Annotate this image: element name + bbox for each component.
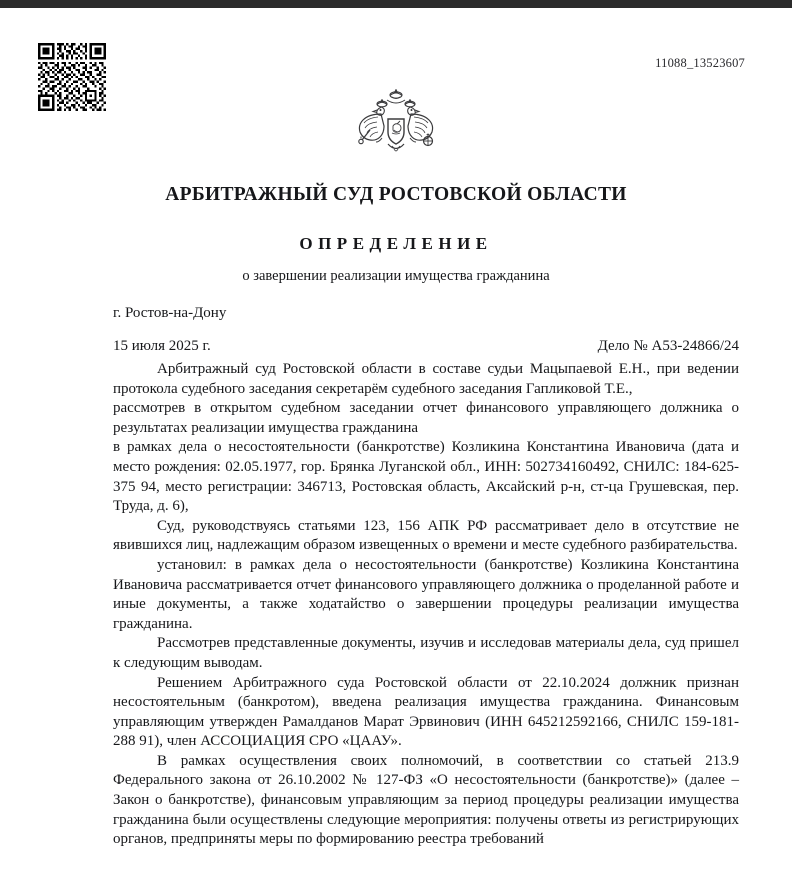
document-page bbox=[0, 8, 792, 885]
document-type-heading: ОПРЕДЕЛЕНИЕ bbox=[299, 234, 493, 253]
document-meta bbox=[113, 303, 739, 356]
paragraph-composition: Арбитражный суд Ростовской области в составе судьи Мацыпаевой Е.Н., при ведении протокола судебного заседания секретарём судебного заседания Гапликовой Т.Е., bbox=[113, 361, 739, 397]
paragraph-absence: Суд, руководствуясь статьями 123, 156 АПК РФ рассматривает дело в отсутствие не явившихся лиц, надлежащим образом извещенных о времени и месте судебного разбирательства. bbox=[113, 517, 739, 554]
top-edge-band bbox=[0, 0, 792, 8]
paragraph-measures: В рамках осуществления своих полномочий, в соответствии со статьей 213.9 Федерального закона от 26.10.2002 № 127-ФЗ «О несостоятельности (банкротстве)» (далее – Закон о банкротстве), финансовым управляющим за период процедуры реализации имущества гражданина были осуществлены следующие мероприятия: получены ответы из регистрирующих органов, предприняты меры по формированию реестра требований bbox=[113, 752, 739, 848]
document-subtitle: о завершении реализации имущества гражданина bbox=[242, 268, 550, 284]
paragraph-subject: рассмотрев в открытом судебном заседании отчет финансового управляющего должника о результатах реализации имущества гражданина bbox=[113, 400, 739, 436]
paragraph-decision: Решением Арбитражного суда Ростовской области от 22.10.2024 должник признан несостоятельным (банкротом), введена реализация имущества гражданина. Финансовым управляющим утвержден Рамалданов Марат Эрвинович (ИНН 645212592166, СНИЛС 159-181-288 91), член АССОЦИАЦИЯ СРО «ЦААУ». bbox=[113, 674, 739, 750]
document-date: 15 июля 2025 г. bbox=[113, 338, 211, 354]
paragraph-reviewed: Рассмотрев представленные документы, изучив и исследовав материалы дела, суд пришел к следующим выводам. bbox=[113, 635, 739, 671]
document-body bbox=[113, 360, 739, 850]
paragraph-debtor: в рамках дела о несостоятельности (банкротстве) Козликина Константина Ивановича (дата и место рождения: 02.05.1977, гор. Брянка Луганской обл., ИНН: 502734160492, СНИЛС: 184-625-375 94, место регистрации: 346713, Ростовская область, Аксайский р-н, ст-ца Грушевская, пер. Труда, д. 6), bbox=[113, 439, 739, 515]
case-number: Дело № А53-24866/24 bbox=[597, 338, 739, 354]
court-name: АРБИТРАЖНЫЙ СУД РОСТОВСКОЙ ОБЛАСТИ bbox=[165, 184, 627, 205]
document-code: 11088_13523607 bbox=[655, 56, 745, 70]
city-label: г. Ростов-на-Дону bbox=[113, 305, 227, 321]
russian-coat-of-arms-icon bbox=[0, 86, 792, 165]
paragraph-established: установил: в рамках дела о несостоятельности (банкротстве) Козликина Константина Ивановича рассматривается отчет финансового управляющего должника о проделанной работе и иные документы, а также ходатайство о завершении процедуры реализации имущества гражданина. bbox=[113, 556, 739, 632]
